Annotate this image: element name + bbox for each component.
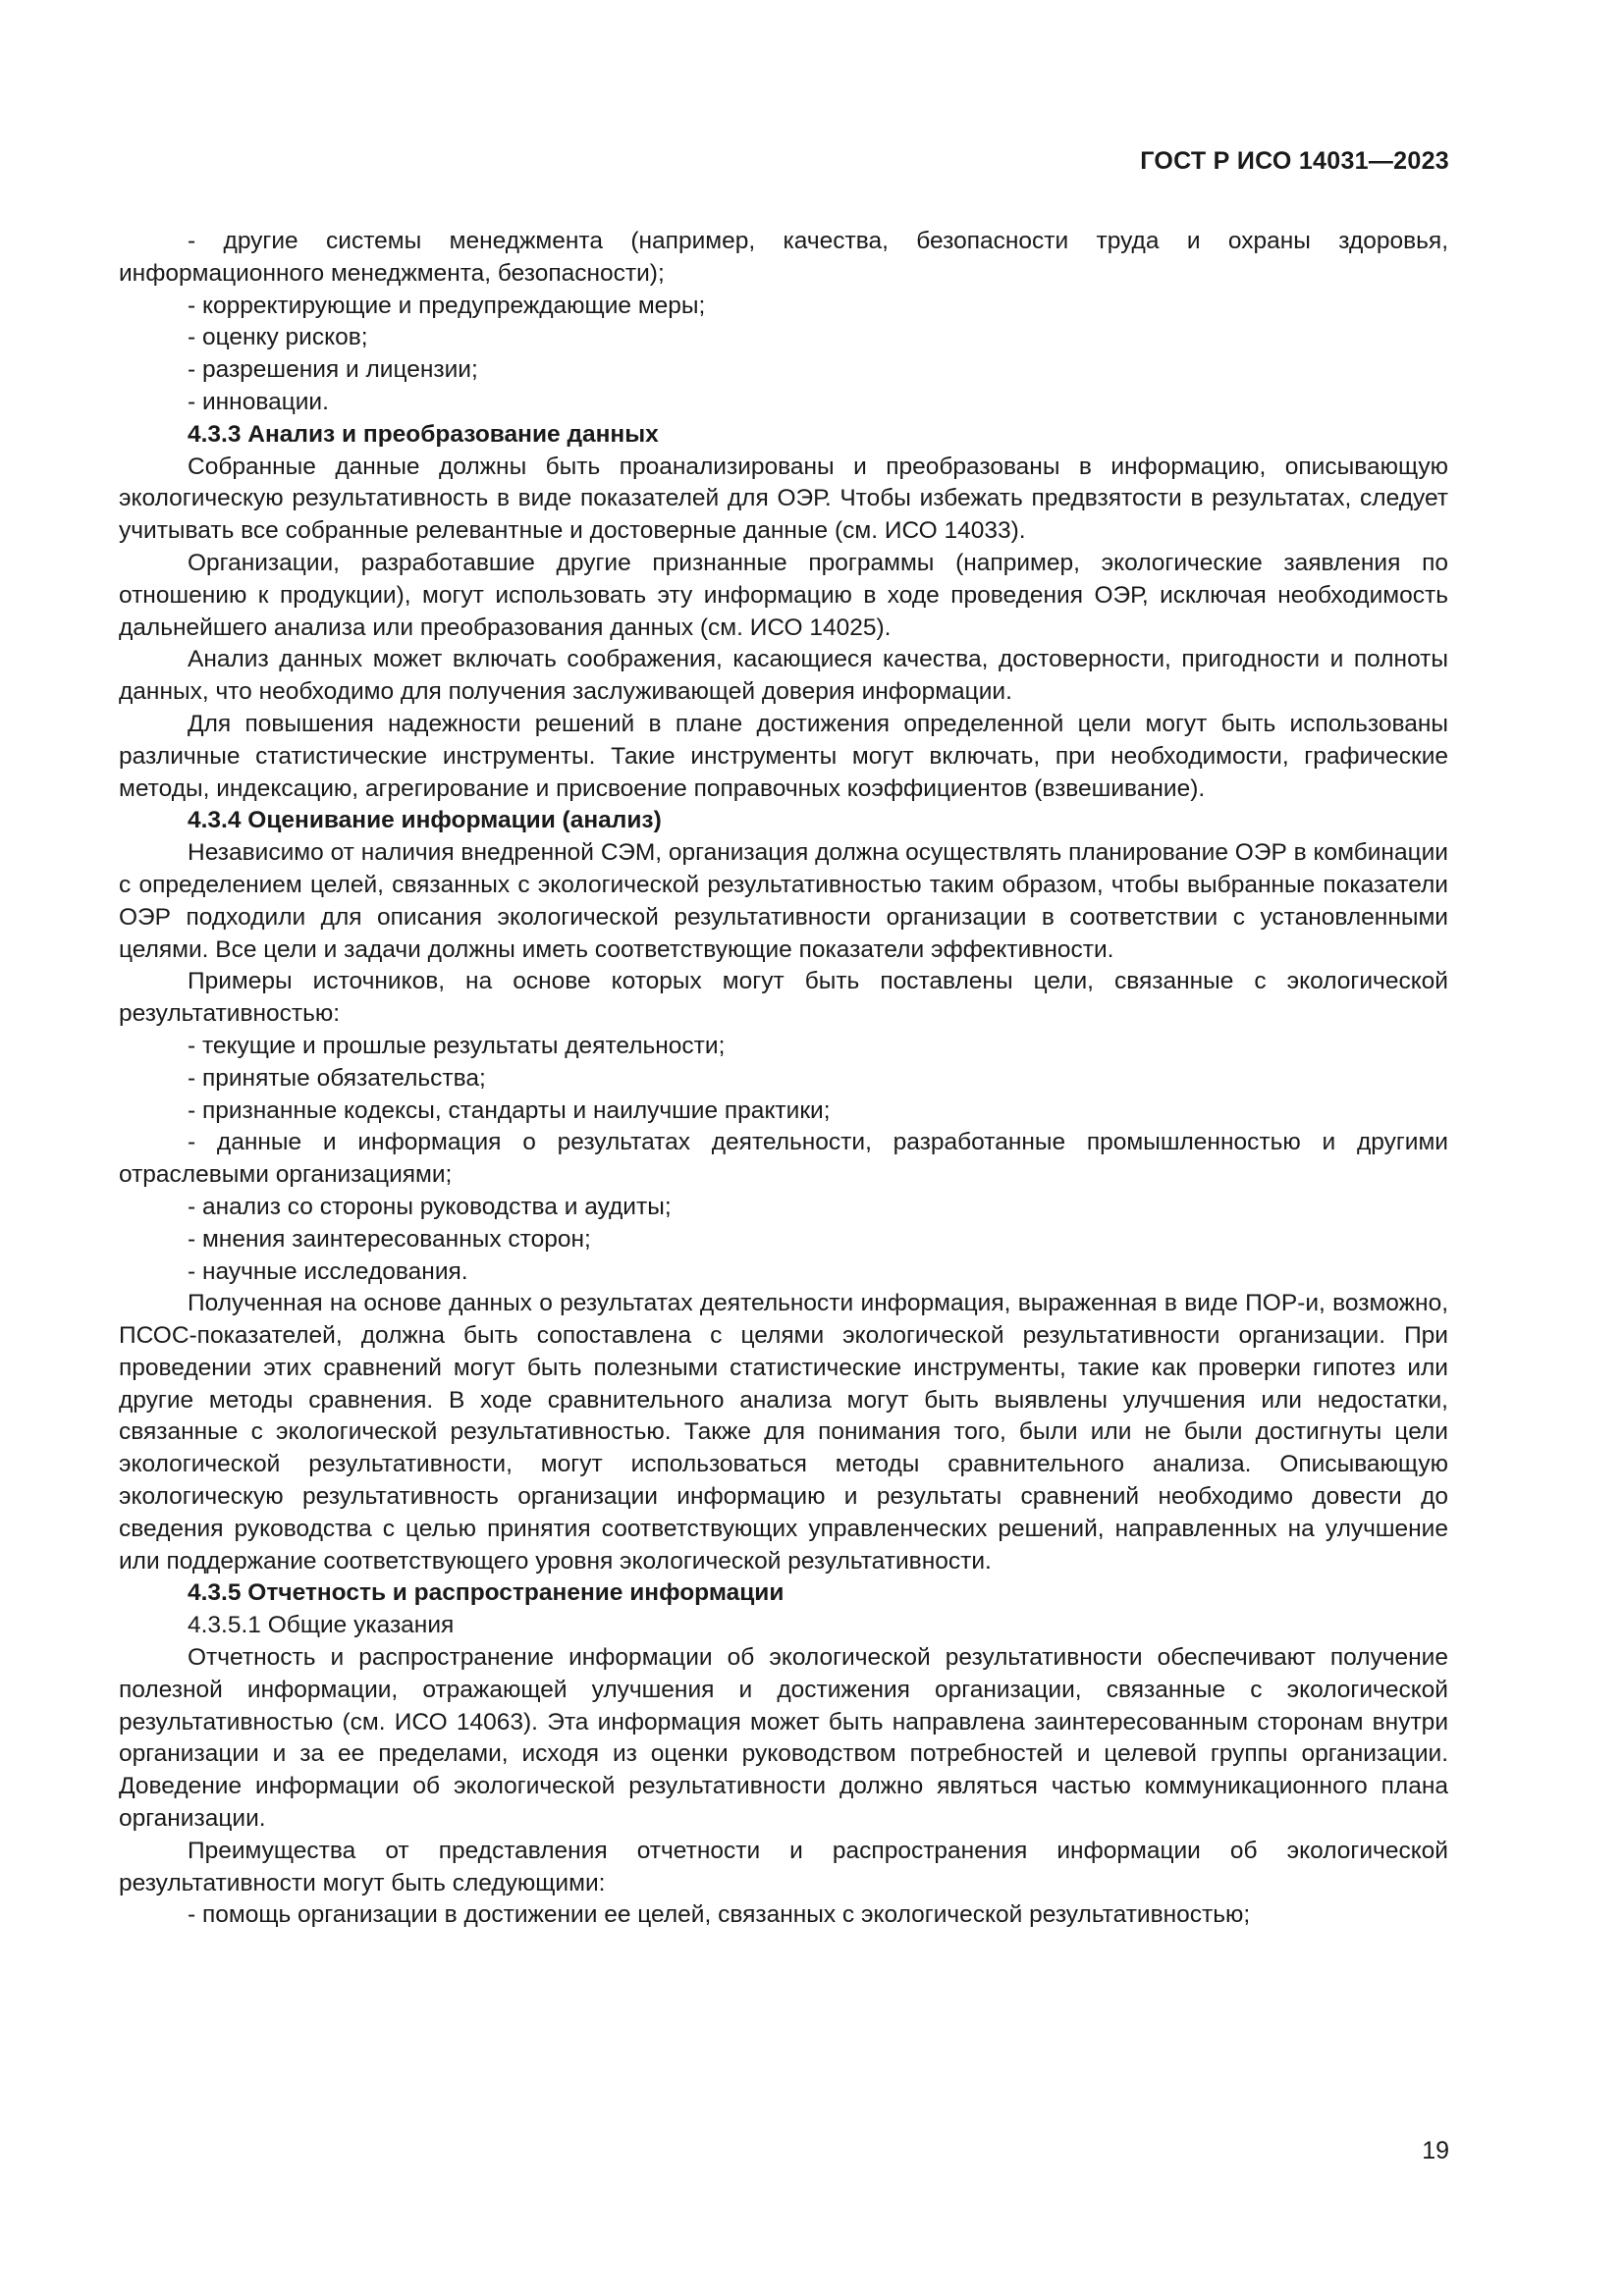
paragraph: Независимо от наличия внедренной СЭМ, организация должна осуществлять планирование ОЭР в комбинации с определением целей, связанных с экологической результативностью таким образом, чтобы выбранные показатели ОЭР подходили для описания экологической результативности организации в соответствии с установленными целями. Все цели и задачи должны иметь соответствующие показатели эффективности. [119, 839, 1448, 963]
list-item: - мнения заинтересованных сторон; [188, 1225, 591, 1253]
paragraph: Полученная на основе данных о результатах деятельности информация, выраженная в виде ПОР-и, возможно, ПСОС-показателей, должна быть сопоставлена с целями экологической результативности организации. При проведении этих сравнений могут быть полезными статистические инструменты, такие как проверки гипотез или другие методы сравнения. В ходе сравнительного анализа могут быть выявлены улучшения или недостатки, связанные с экологической результативностью. Также для понимания того, были или не были достигнуты цели экологической результативности, могут использоваться методы сравнительного анализа. Описывающую экологическую результативность организации информацию и результаты сравнений необходимо довести до сведения руководства с целью принятия соответствующих управленческих решений, направленных на улучшение или поддержание соответствующего уровня экологической результативности. [119, 1290, 1448, 1575]
subsection-heading-4-3-5-1: 4.3.5.1 Общие указания [188, 1612, 455, 1639]
document-header: ГОСТ Р ИСО 14031—2023 [1140, 147, 1449, 175]
list-item: - анализ со стороны руководства и аудиты; [188, 1193, 672, 1220]
paragraph: Анализ данных может включать соображения, касающиеся качества, достоверности, пригодности и полноты данных, что необходимо для получения заслуживающей доверия информации. [119, 646, 1448, 706]
paragraph: Собранные данные должны быть проанализированы и преобразованы в информацию, описывающую экологическую результативность в виде показателей для ОЭР. Чтобы избежать предвзятости в результатах, следует учитывать все собранные релевантные и достоверные данные (см. ИСО 14033). [119, 453, 1448, 545]
list-item: - данные и информация о результатах деятельности, разработанные промышленностью и другими отраслевыми организациями; [119, 1129, 1448, 1189]
paragraph: Организации, разработавшие другие признанные программы (например, экологические заявления по отношению к продукции), могут использовать эту информацию в ходе проведения ОЭР, исключая необходимость дальнейшего анализа или преобразования данных (см. ИСО 14025). [119, 549, 1448, 641]
document-body [119, 226, 1448, 1932]
list-item: - помощь организации в достижении ее целей, связанных с экологической результативностью; [188, 1901, 1251, 1929]
list-item: - признанные кодексы, стандарты и наилучшие практики; [188, 1096, 831, 1124]
list-item: - другие системы менеджмента (например, качества, безопасности труда и охраны здоровья, информационного менеджмента, безопасности); [119, 228, 1448, 287]
section-heading-4-3-4: 4.3.4 Оценивание информации (анализ) [188, 807, 662, 834]
list-item: - научные исследования. [188, 1257, 468, 1285]
list-item: - принятые обязательства; [188, 1064, 486, 1092]
page-number: 19 [1422, 2137, 1449, 2164]
section-heading-4-3-3: 4.3.3 Анализ и преобразование данных [188, 420, 659, 448]
list-item: - текущие и прошлые результаты деятельности; [188, 1032, 726, 1059]
list-item: - инновации. [188, 388, 329, 415]
list-item: - оценку рисков; [188, 324, 368, 351]
paragraph: Для повышения надежности решений в плане достижения определенной цели могут быть использованы различные статистические инструменты. Такие инструменты могут включать, при необходимости, графические методы, индексацию, агрегирование и присвоение поправочных коэффициентов (взвешивание). [119, 710, 1448, 802]
paragraph: Примеры источников, на основе которых могут быть поставлены цели, связанные с экологической результативностью: [119, 968, 1448, 1028]
list-item: - корректирующие и предупреждающие меры; [188, 292, 706, 319]
paragraph: Преимущества от представления отчетности и распространения информации об экологической результативности могут быть следующими: [119, 1837, 1448, 1896]
list-item: - разрешения и лицензии; [188, 356, 478, 384]
paragraph: Отчетность и распространение информации об экологической результативности обеспечивают получение полезной информации, отражающей улучшения и достижения организации, связанные с экологической результативностью (см. ИСО 14063). Эта информация может быть направлена заинтересованным сторонам внутри организации и за ее пределами, исходя из оценки руководством потребностей и целевой группы организации. Доведение информации об экологической результативности должно являться частью коммуникационного плана организации. [119, 1644, 1448, 1833]
section-heading-4-3-5: 4.3.5 Отчетность и распространение информации [188, 1579, 785, 1607]
